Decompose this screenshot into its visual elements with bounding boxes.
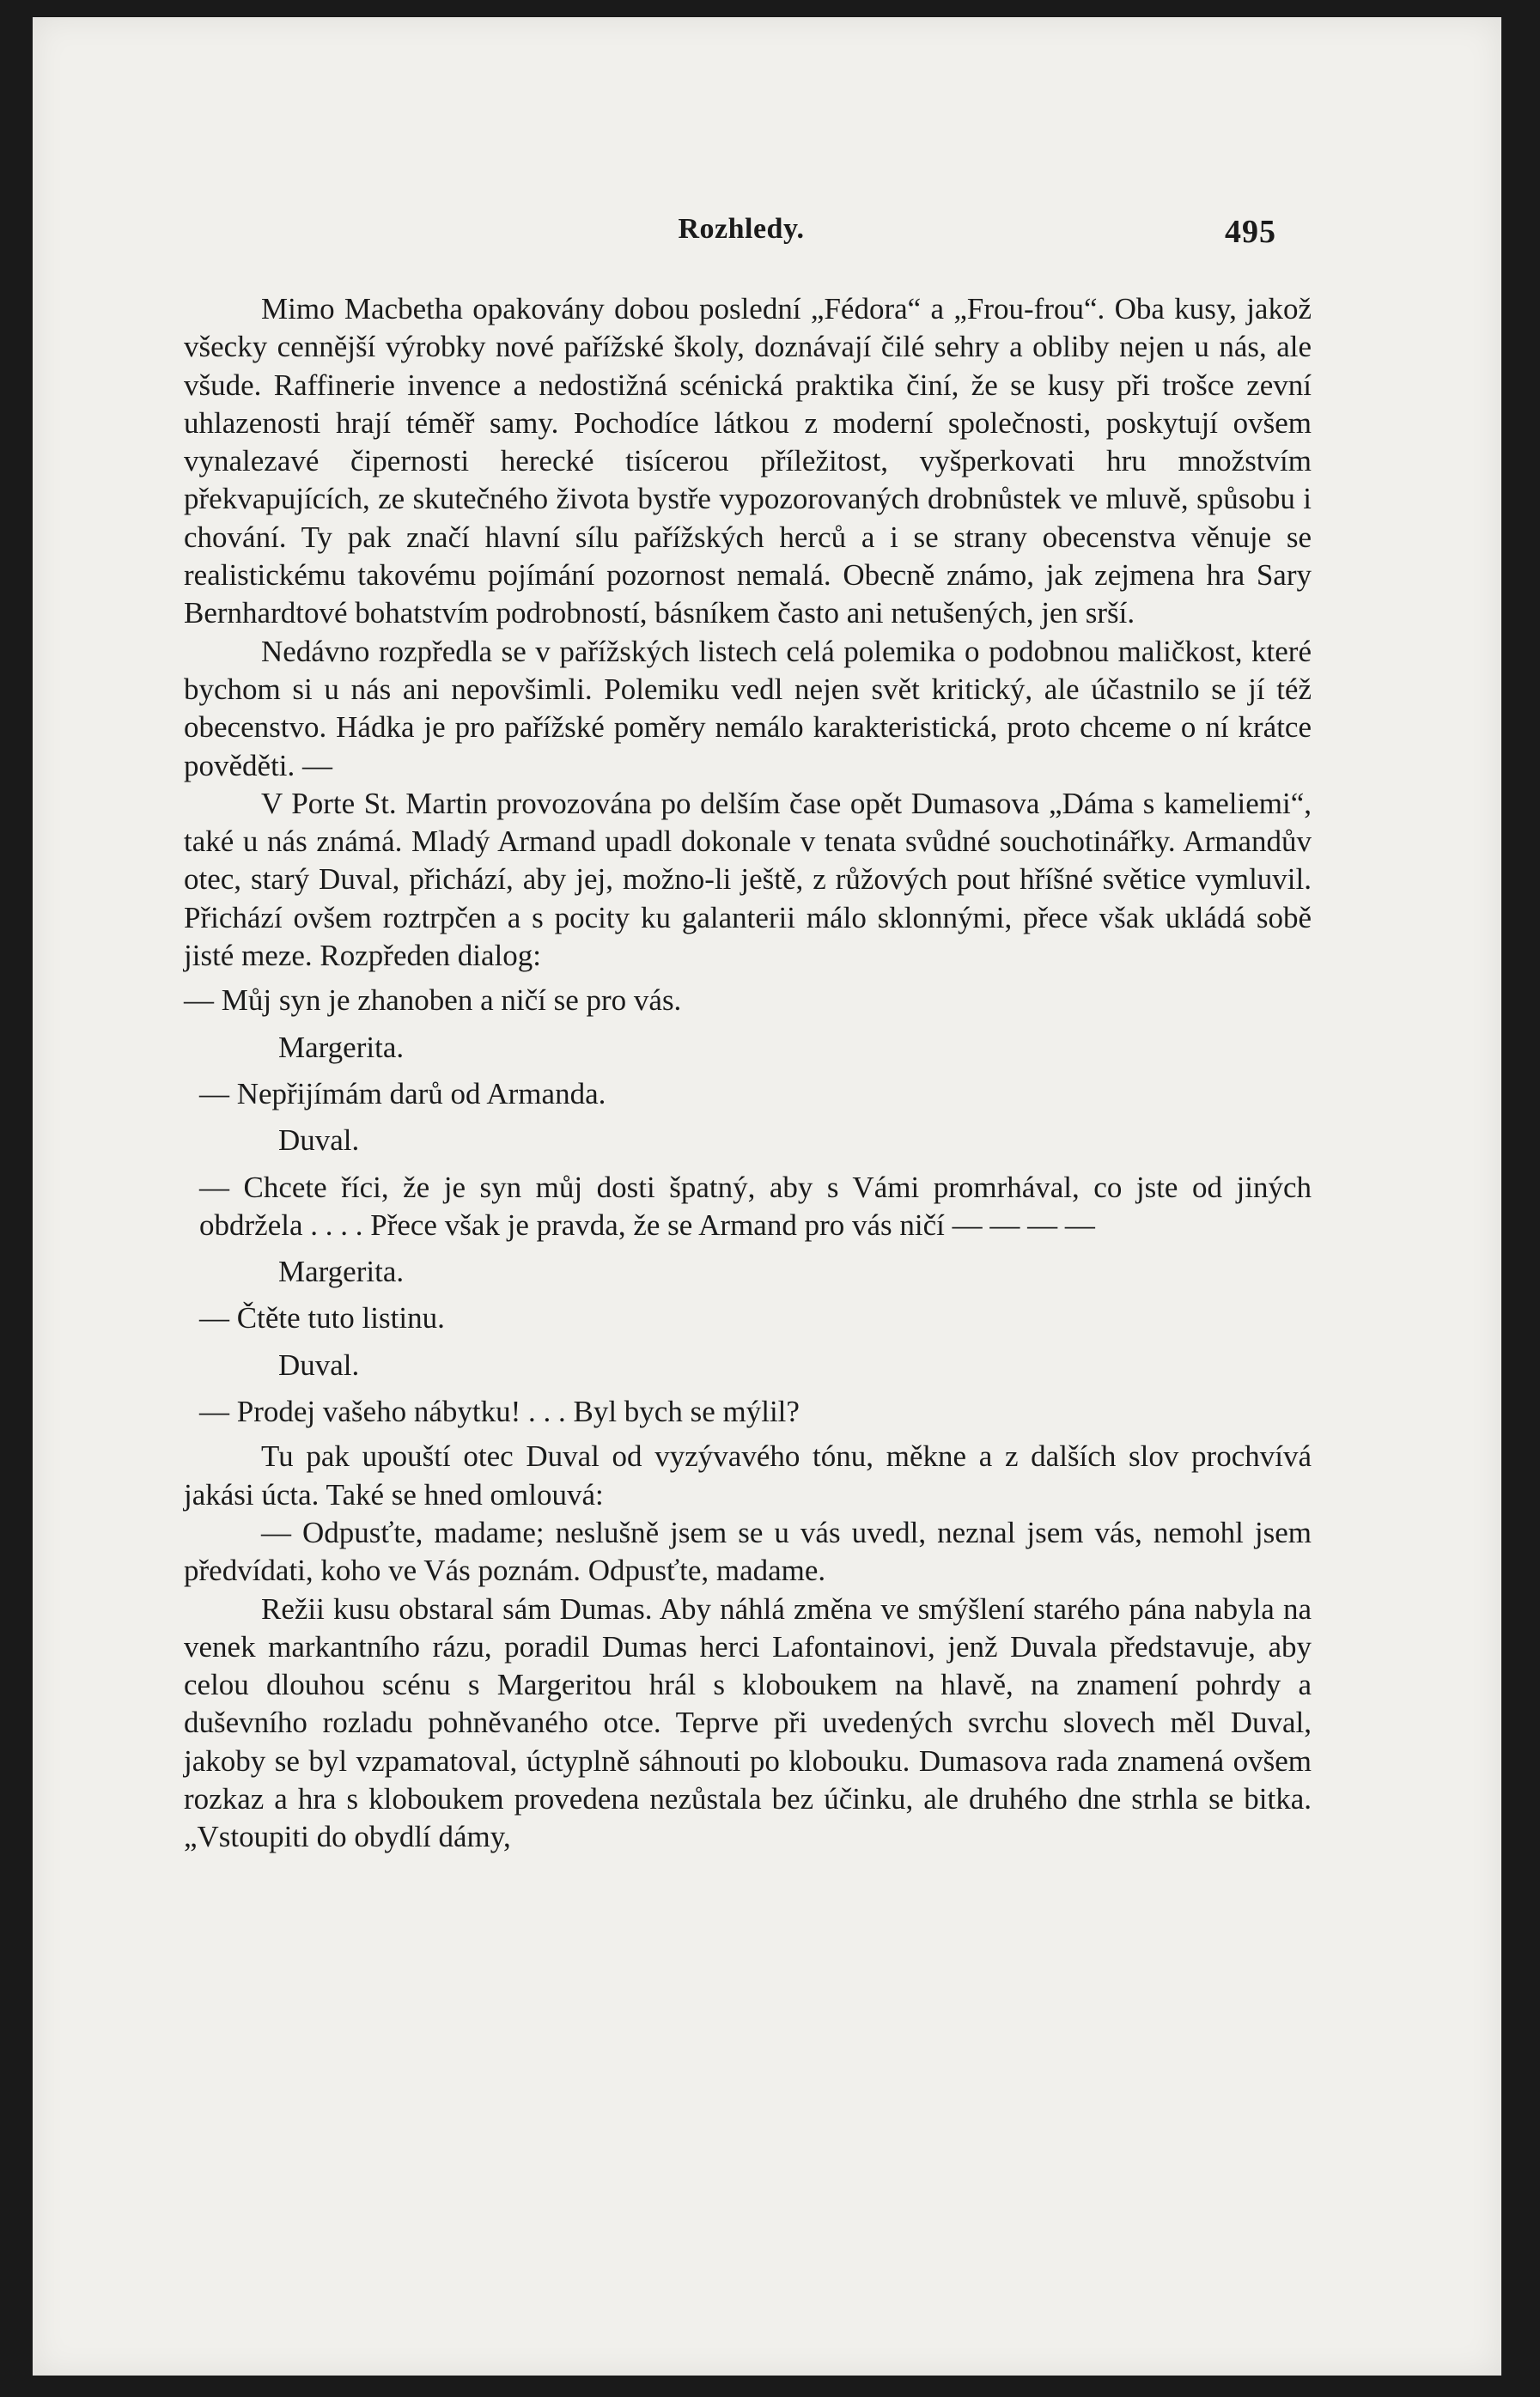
page-body xyxy=(184,290,1312,1857)
paragraph: — Odpusťte, madame; neslušně jsem se u vás uvedl, neznal jsem vás, nemohl jsem předvídati, koho ve Vás poznám. Odpusťte, madame. xyxy=(184,1515,1312,1588)
dialogue-line xyxy=(184,982,1312,1019)
paragraph: Režii kusu obstaral sám Dumas. Aby náhlá změna ve smýšlení starého pána nabyla na venek markantního rázu, poradil Dumas herci Lafontainovi, jenž Duvala představuje, aby celou dlouhou scénu s Margeritou hrál s kloboukem na hlavě, na znamení pohrdy a duševního rozladu pohněvaného otce. Teprve při uvedených svrchu slovech měl Duval, jakoby se byl vzpamatoval, úctyplně sáhnouti po klobouku. Dumasova rada znamená ovšem rozkaz a hra s kloboukem provedena nezůstala bez účinku, ale druhého dne strhla se bitka. „Vstoupiti do obydlí dámy, xyxy=(184,1591,1312,1854)
speaker-name: Duval. xyxy=(278,1348,360,1382)
dialogue-line: — Chcete říci, že je syn můj dosti špatný, aby s Vámi promrhával, co jste od jiných obdržela . . . . Přece však je pravda, že se Armand pro vás ničí — — — — xyxy=(199,1170,1312,1242)
speaker-name: Margerita. xyxy=(278,1255,405,1289)
paragraph: Nedávno rozpředla se v pařížských listech celá polemika o podobnou maličkost, které bychom si u nás ani nepovšimli. Polemiku vedl nejen svět kritický, ale účastnilo se jí též obecenstvo. Hádka je pro pařížské poměry nemálo karakteristická, proto chceme o ní krátce pověděti. — xyxy=(184,634,1312,782)
dialogue-text: — Můj syn je zhanoben a ničí se pro vás. xyxy=(184,983,682,1018)
book-page xyxy=(33,17,1501,2376)
speaker-name: Margerita. xyxy=(278,1030,405,1064)
page-header xyxy=(33,213,1501,256)
paragraph: V Porte St. Martin provozována po delším čase opět Dumasova „Dáma s kameliemi“, také u nás známá. Mladý Armand upadl dokonale v tenata svůdné souchotinářky. Armandův otec, starý Duval, přichází, aby jej, možno-li ještě, z růžových pout hříšné světice vymluvil. Přichází ovšem roztrpčen a s pocity ku galanterii málo sklonnými, přece však ukládá sobě jisté meze. Rozpředen dialog: xyxy=(184,786,1312,973)
dialogue-line: — Nepřijímám darů od Armanda. xyxy=(199,1076,606,1110)
running-title: Rozhledy. xyxy=(678,213,805,245)
dialogue-line: — Čtěte tuto listinu. xyxy=(199,1301,445,1335)
paragraph: Tu pak upouští otec Duval od vyzývavého tónu, měkne a z dalších slov prochvívá jakási úcta. Také se hned omlouvá: xyxy=(184,1439,1312,1512)
page-number: 495 xyxy=(1225,214,1276,250)
paragraph: Mimo Macbetha opakovány dobou poslední „Fédora“ a „Frou-frou“. Oba kusy, jakož všecky cennější výrobky nové pařížské školy, doznávají čilé sehry a obliby nejen u nás, ale všude. Raffinerie invence a nedostižná scénická praktika činí, že se kusy při trošce zevní uhlazenosti hrají téměř samy. Pochodíce látkou z moderní společnosti, poskytují ovšem vynalezavé čipernosti herecké tisícerou příležitost, vyšperkovati hru množstvím překvapujících, ze skutečného života bystře vypozorovaných drobnůstek ve mluvě, spůsobu i chování. Ty pak značí hlavní sílu pařížských herců a i se strany obecenstva věnuje se realistickému takovému pojímání pozornost nemalá. Obecně známo, jak zejmena hra Sary Bernhardtové bohatstvím podrobností, básníkem často ani netušených, jen srší. xyxy=(184,292,1312,630)
dialogue-line: — Prodej vašeho nábytku! . . . Byl bych se mýlil? xyxy=(199,1395,800,1429)
speaker-name: Duval. xyxy=(278,1123,360,1158)
